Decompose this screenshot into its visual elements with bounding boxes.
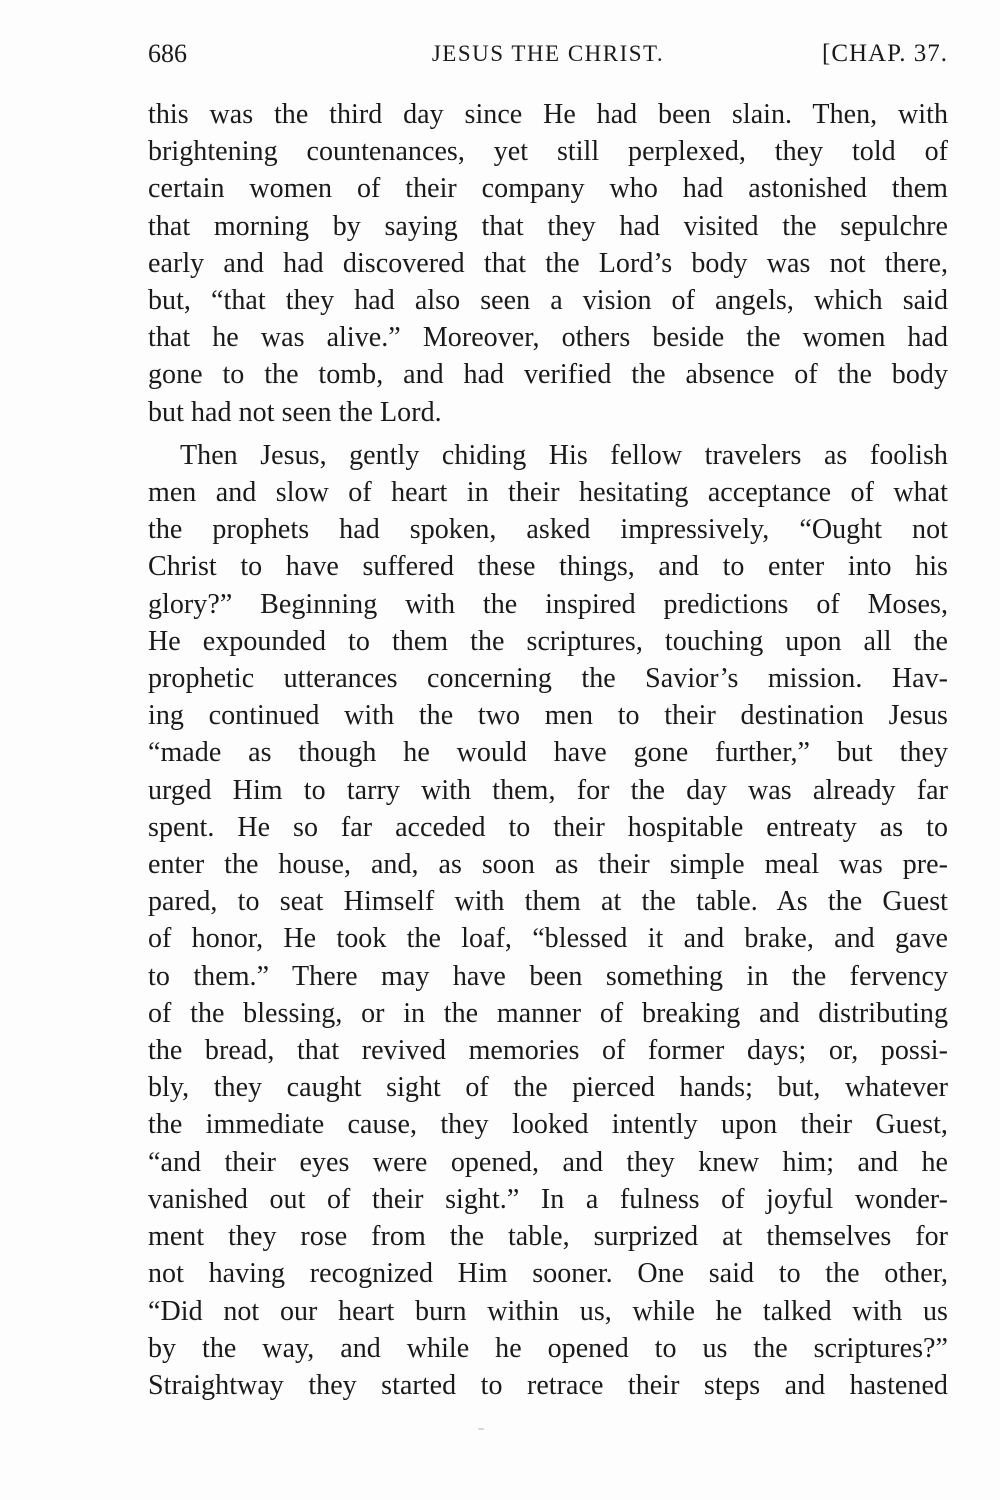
print-speck — [478, 1428, 484, 1430]
text-line: vanished out of their sight.” In a fulness of joyful wonder- — [148, 1183, 948, 1215]
text-line: but, “that they had also seen a vision of angels, which said — [148, 285, 948, 317]
text-line: spent. He so far acceded to their hospitable entreaty as to — [148, 811, 948, 843]
chapter-mark: [CHAP. 37. — [822, 40, 948, 67]
text-line: by the way, and while he opened to us the scriptures?” — [148, 1332, 948, 1364]
text-line: to them.” There may have been something in the fervency — [148, 960, 948, 992]
text-line: “Did not our heart burn within us, while he talked with us — [148, 1295, 948, 1327]
text-line: gone to the tomb, and had verified the absence of the body — [148, 359, 948, 391]
text-line: of honor, He took the loaf, “blessed it and brake, and gave — [148, 923, 948, 955]
body-text — [148, 96, 948, 1404]
text-line: early and had discovered that the Lord’s body was not there, — [148, 247, 948, 279]
text-line: the immediate cause, they looked intently upon their Guest, — [148, 1109, 948, 1141]
paragraph-1 — [148, 96, 948, 431]
text-line: Straightway they started to retrace their steps and hastened — [148, 1369, 948, 1401]
text-line: “made as though he would have gone further,” but they — [148, 737, 948, 769]
text-line: enter the house, and, as soon as their simple meal was pre- — [148, 849, 948, 881]
text-line: glory?” Beginning with the inspired predictions of Moses, — [148, 588, 948, 620]
text-line: pared, to seat Himself with them at the table. As the Guest — [148, 886, 948, 918]
text-line: of the blessing, or in the manner of breaking and distributing — [148, 997, 948, 1029]
text-line: Then Jesus, gently chiding His fellow travelers as foolish — [180, 439, 948, 471]
text-line: the bread, that revived memories of former days; or, possi- — [148, 1035, 948, 1067]
text-line: men and slow of heart in their hesitating acceptance of what — [148, 477, 948, 509]
text-line: prophetic utterances concerning the Savior’s mission. Hav- — [148, 663, 948, 695]
text-line: that he was alive.” Moreover, others beside the women had — [148, 322, 948, 354]
text-line: bly, they caught sight of the pierced hands; but, whatever — [148, 1072, 948, 1104]
text-line: brightening countenances, yet still perplexed, they told of — [148, 136, 948, 168]
text-line: not having recognized Him sooner. One said to the other, — [148, 1258, 948, 1290]
text-line: “and their eyes were opened, and they knew him; and he — [148, 1146, 948, 1178]
running-title: JESUS THE CHRIST. — [431, 41, 665, 66]
page-number: 686 — [148, 39, 187, 68]
text-line: Christ to have suffered these things, and to enter into his — [148, 551, 948, 583]
paragraph-2 — [148, 437, 948, 1404]
text-line: that morning by saying that they had visited the sepulchre — [148, 210, 948, 242]
text-line: ing continued with the two men to their destination Jesus — [148, 700, 948, 732]
text-line: He expounded to them the scriptures, touching upon all the — [148, 625, 948, 657]
text-line: this was the third day since He had been slain. Then, with — [148, 99, 948, 130]
text-line: but had not seen the Lord. — [148, 396, 442, 428]
running-head — [148, 34, 948, 74]
text-line: urged Him to tarry with them, for the day was already far — [148, 774, 948, 806]
text-line: the prophets had spoken, asked impressively, “Ought not — [148, 514, 948, 546]
text-line: ment they rose from the table, surprized at themselves for — [148, 1221, 948, 1253]
text-line: certain women of their company who had astonished them — [148, 173, 948, 205]
